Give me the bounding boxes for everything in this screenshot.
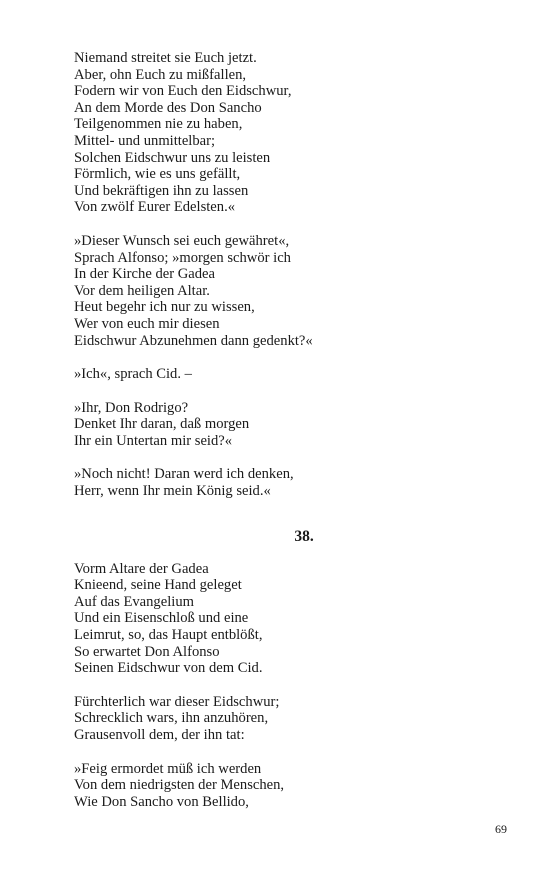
stanza — [74, 466, 514, 499]
verse-line: Eidschwur Abzunehmen dann gedenkt?« — [74, 332, 313, 349]
stanza — [74, 366, 514, 383]
stanza — [74, 233, 514, 349]
poem-text — [74, 50, 514, 827]
verse-line: Teilgenommen nie zu haben, — [74, 116, 243, 133]
verse-line: Leimrut, so, das Haupt entblößt, — [74, 627, 263, 644]
verse-line: Ihr ein Untertan mir seid?« — [74, 432, 233, 449]
verse-line: »Feig ermordet müß ich werden — [74, 760, 262, 777]
stanza — [74, 561, 514, 677]
stanzas-before-heading — [74, 50, 514, 500]
verse-line: Schrecklich wars, ihn anzuhören, — [74, 710, 269, 727]
verse-line: Vorm Altare der Gadea — [74, 560, 209, 577]
verse-line: Wie Don Sancho von Bellido, — [74, 793, 249, 810]
verse-line: »Ich«, sprach Cid. – — [74, 366, 192, 383]
verse-line: Förmlich, wie es uns gefällt, — [74, 166, 241, 183]
verse-line: »Ihr, Don Rodrigo? — [74, 399, 189, 416]
verse-line: Vor dem heiligen Altar. — [74, 282, 210, 299]
verse-line: Von dem niedrigsten der Menschen, — [74, 777, 285, 794]
verse-line: »Dieser Wunsch sei euch gewähret«, — [74, 232, 290, 249]
verse-line: In der Kirche der Gadea — [74, 266, 215, 283]
verse-line: Fürchterlich war dieser Eidschwur; — [74, 693, 280, 710]
verse-line: Aber, ohn Euch zu mißfallen, — [74, 66, 247, 83]
verse-line: Wer von euch mir diesen — [74, 315, 220, 332]
stanza — [74, 694, 514, 744]
verse-line: Von zwölf Eurer Edelsten.« — [74, 199, 236, 216]
verse-line: Heut begehr ich nur zu wissen, — [74, 299, 255, 316]
verse-line: Und ein Eisenschloß und eine — [74, 610, 249, 627]
verse-line: Seinen Eidschwur von dem Cid. — [74, 660, 263, 677]
stanza — [74, 400, 514, 450]
section-heading: 38. — [294, 527, 314, 545]
verse-line: Sprach Alfonso; »morgen schwör ich — [74, 249, 291, 266]
verse-line: An dem Morde des Don Sancho — [74, 99, 262, 116]
verse-line: So erwartet Don Alfonso — [74, 643, 220, 660]
verse-line: Solchen Eidschwur uns zu leisten — [74, 149, 271, 166]
verse-line: Fodern wir von Euch den Eidschwur, — [74, 83, 292, 100]
stanzas-after-heading — [74, 561, 514, 811]
verse-line: Mittel- und unmittelbar; — [74, 132, 216, 149]
verse-line: Knieend, seine Hand geleget — [74, 577, 242, 594]
stanza — [74, 761, 514, 811]
verse-line: »Noch nicht! Daran werd ich denken, — [74, 466, 294, 483]
verse-line: Niemand streitet sie Euch jetzt. — [74, 50, 257, 66]
verse-line: Grausenvoll dem, der ihn tat: — [74, 727, 245, 743]
verse-line: Auf das Evangelium — [74, 593, 194, 610]
verse-line: Und bekräftigen ihn zu lassen — [74, 182, 249, 199]
verse-line: Denket Ihr daran, daß morgen — [74, 416, 250, 433]
stanza — [74, 50, 514, 216]
verse-line: Herr, wenn Ihr mein König seid.« — [74, 483, 271, 500]
page-number: 69 — [495, 822, 507, 836]
